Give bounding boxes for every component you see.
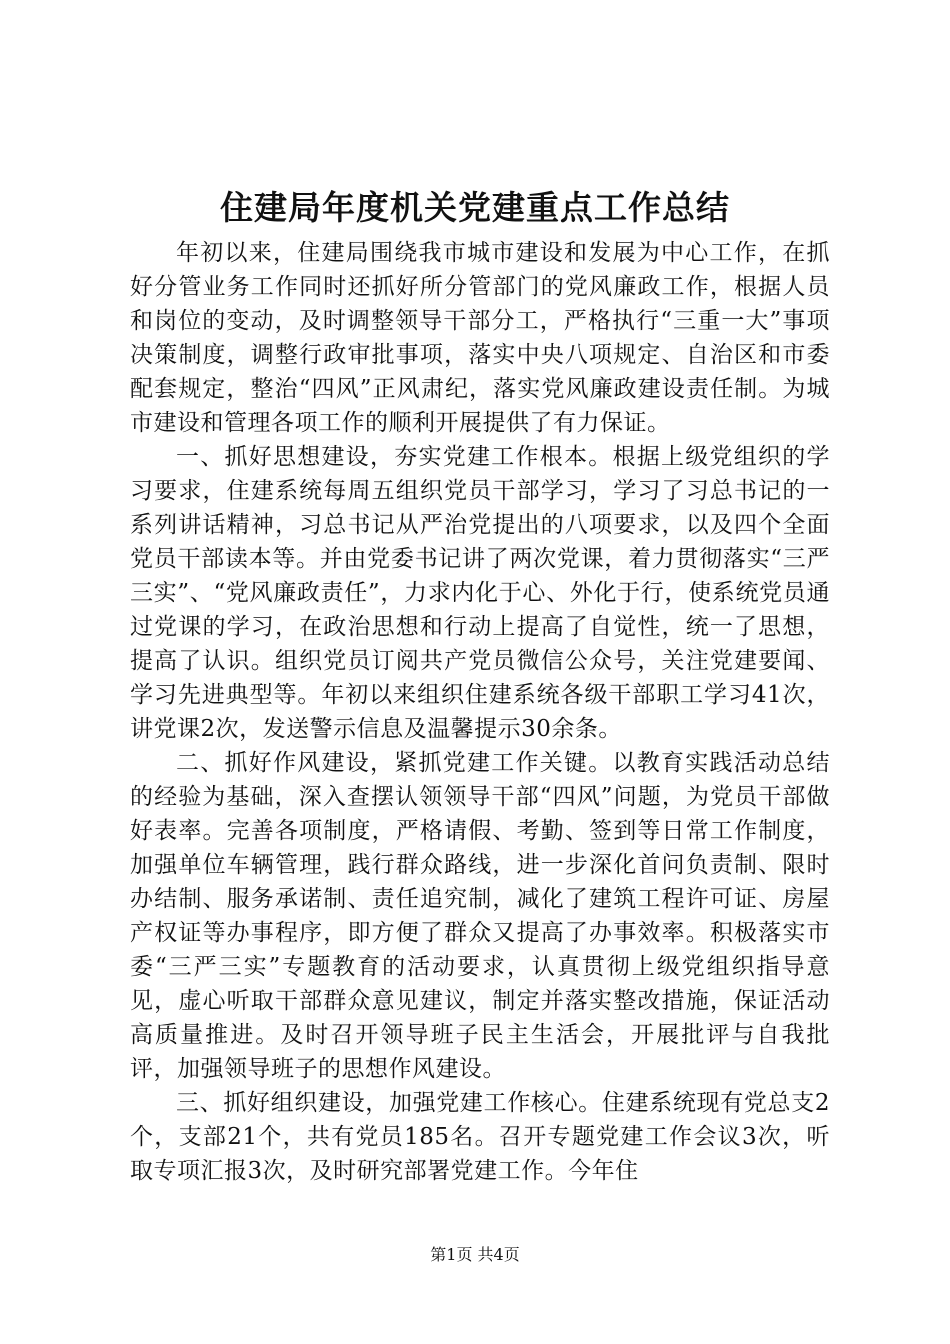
section-1-paragraph: 一、抓好思想建设，夯实党建工作根本。根据上级党组织的学习要求，住建系统每周五组织党员干部学习，学习了习总书记的一系列讲话精神，习总书记从严治党提出的八项要求，以及四个全面党员干部读本等。并由党委书记讲了两次党课，着力贯彻落实“三严三实”、“党风廉政责任”，力求内化于心、外化于行，使系统党员通过党课的学习，在政治思想和行动上提高了自觉性，统一了思想，提高了认识。组织党员订阅共产党员微信公众号，关注党建要闻、学习先进典型等。年初以来组织住建系统各级干部职工学习41次，讲党课2次，发送警示信息及温馨提示30余条。: [130, 444, 830, 742]
page-footer: 第1页 共4页: [430, 1245, 520, 1264]
document-title: 住建局年度机关党建重点工作总结: [220, 188, 730, 227]
section-2-paragraph: 二、抓好作风建设，紧抓党建工作关键。以教育实践活动总结的经验为基础，深入查摆认领领导干部“四风”问题，为党员干部做好表率。完善各项制度，严格请假、考勤、签到等日常工作制度，加强单位车辆管理，践行群众路线，进一步深化首问负责制、限时办结制、服务承诺制、责任追究制，减化了建筑工程许可证、房屋产权证等办事程序，即方便了群众又提高了办事效率。积极落实市委“三严三实”专题教育的活动要求，认真贯彻上级党组织指导意见，虚心听取干部群众意见建议，制定并落实整改措施，保证活动高质量推进。及时召开领导班子民主生活会，开展批评与自我批评，加强领导班子的思想作风建设。: [130, 750, 830, 1082]
section-3-paragraph: 三、抓好组织建设，加强党建工作核心。住建系统现有党总支2个，支部21个，共有党员185名。召开专题党建工作会议3次，听取专项汇报3次，及时研究部署党建工作。今年住: [130, 1090, 830, 1184]
document-body: [130, 236, 830, 1188]
intro-paragraph: 年初以来，住建局围绕我市城市建设和发展为中心工作，在抓好分管业务工作同时还抓好所分管部门的党风廉政工作，根据人员和岗位的变动，及时调整领导干部分工，严格执行“三重一大”事项决策制度，调整行政审批事项，落实中央八项规定、自治区和市委配套规定，整治“四风”正风肃纪，落实党风廉政建设责任制。为城市建设和管理各项工作的顺利开展提供了有力保证。: [130, 240, 830, 436]
